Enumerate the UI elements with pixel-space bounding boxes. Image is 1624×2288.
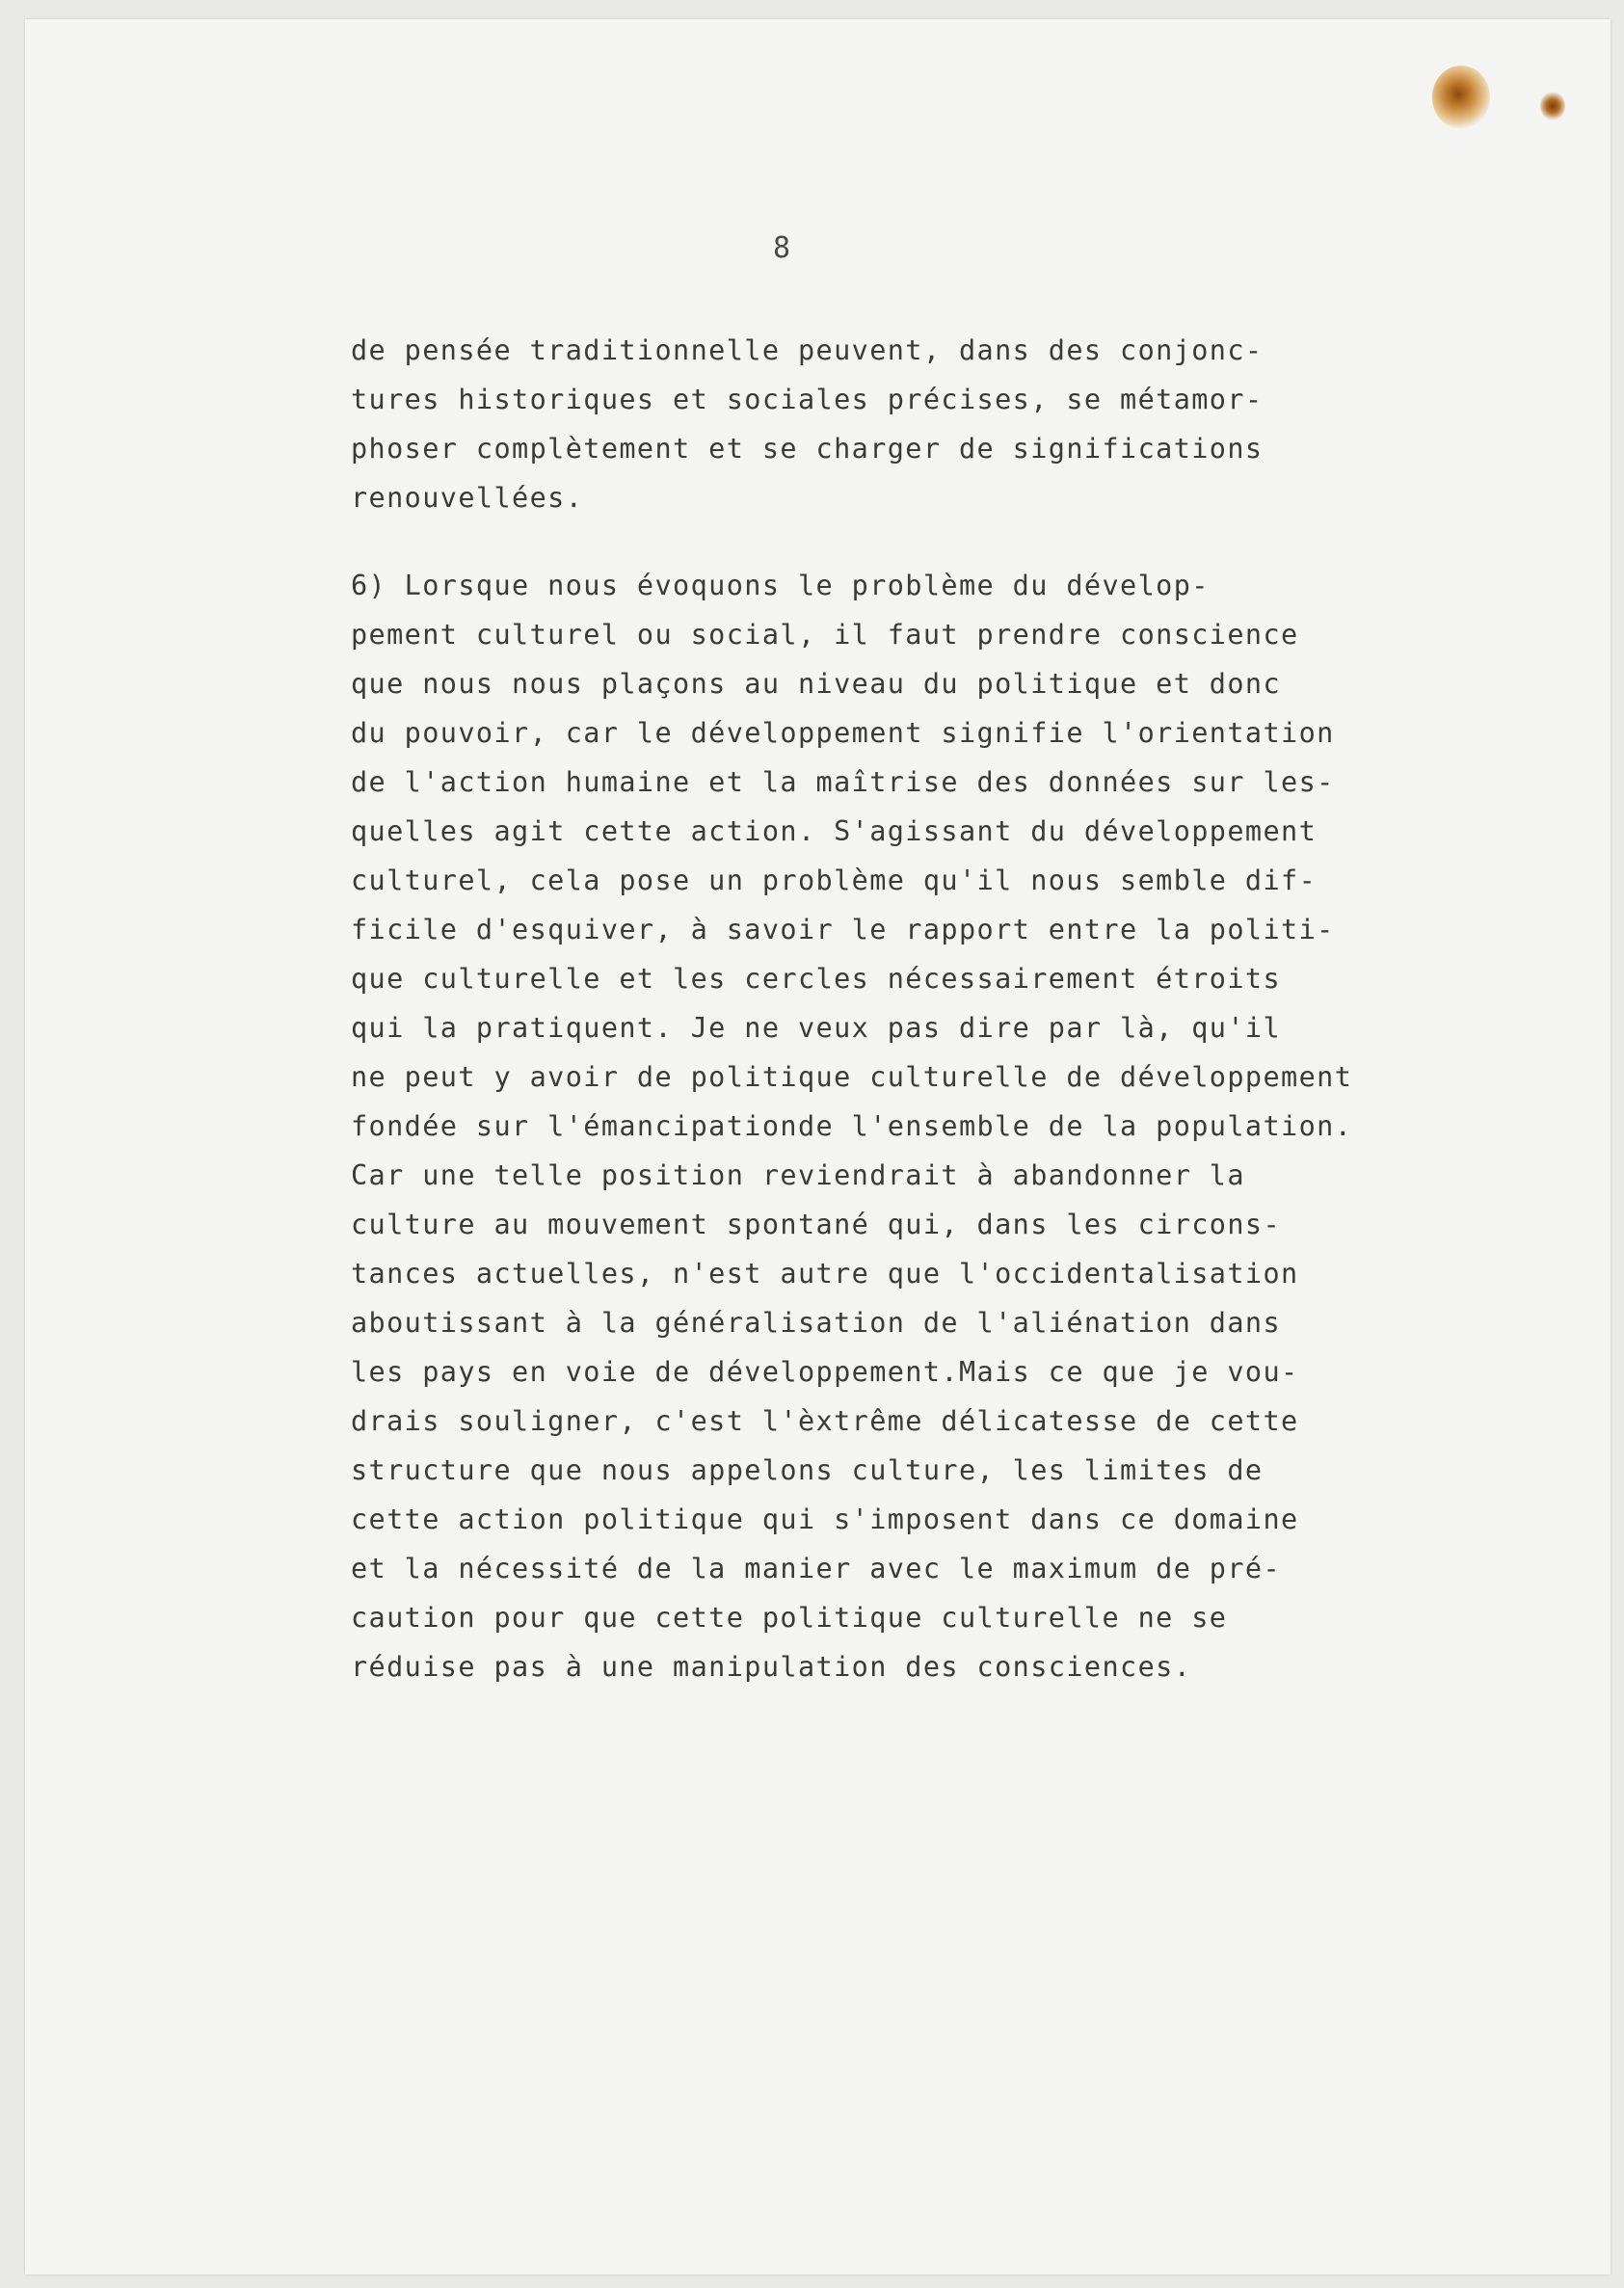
text-line: aboutissant à la généralisation de l'aliénation dans xyxy=(351,1307,1282,1339)
text-line: culturel, cela pose un problème qu'il nous semble dif- xyxy=(351,865,1318,896)
text-line: culture au mouvement spontané qui, dans les circons- xyxy=(351,1209,1282,1240)
paragraph-1 xyxy=(351,326,1507,522)
text-line: qui la pratiquent. Je ne veux pas dire par là, qu'il xyxy=(351,1012,1282,1044)
page-number: 8 xyxy=(773,231,791,265)
text-line: tances actuelles, n'est autre que l'occidentalisation xyxy=(351,1258,1299,1290)
text-line: structure que nous appelons culture, les limites de xyxy=(351,1454,1264,1486)
text-line: du pouvoir, car le développement signifie l'orientation xyxy=(351,717,1335,749)
body-text xyxy=(351,326,1507,1691)
text-line: renouvellées. xyxy=(351,482,584,514)
document-page xyxy=(25,19,1611,2275)
text-line: les pays en voie de développement.Mais ce que je vou- xyxy=(351,1356,1299,1388)
text-line: pement culturel ou social, il faut prendre conscience xyxy=(351,619,1299,651)
text-line: 6) Lorsque nous évoquons le problème du dévelop- xyxy=(351,570,1210,601)
text-line: de l'action humaine et la maîtrise des données sur les- xyxy=(351,766,1335,798)
text-line: cette action politique qui s'imposent dans ce domaine xyxy=(351,1503,1299,1535)
text-line: réduise pas à une manipulation des consciences. xyxy=(351,1651,1192,1683)
paragraph-gap xyxy=(351,522,1507,561)
rust-stain-small xyxy=(1540,92,1565,120)
text-line: fondée sur l'émancipationde l'ensemble de la population. xyxy=(351,1110,1353,1142)
text-line: drais souligner, c'est l'èxtrême délicatesse de cette xyxy=(351,1405,1299,1437)
rust-stain xyxy=(1432,66,1490,129)
text-line: ficile d'esquiver, à savoir le rapport entre la politi- xyxy=(351,914,1335,945)
text-line: Car une telle position reviendrait à abandonner la xyxy=(351,1159,1245,1191)
text-line: et la nécessité de la manier avec le maximum de pré- xyxy=(351,1553,1282,1584)
text-line: que nous nous plaçons au niveau du politique et donc xyxy=(351,668,1282,700)
text-line: que culturelle et les cercles nécessairement étroits xyxy=(351,963,1282,995)
text-line: ne peut y avoir de politique culturelle de développement xyxy=(351,1061,1353,1093)
text-line: tures historiques et sociales précises, se métamor- xyxy=(351,384,1264,415)
text-line: caution pour que cette politique culturelle ne se xyxy=(351,1602,1228,1634)
text-line: phoser complètement et se charger de significations xyxy=(351,433,1264,465)
text-line: quelles agit cette action. S'agissant du développement xyxy=(351,815,1318,847)
paragraph-2 xyxy=(351,561,1507,1691)
text-line: de pensée traditionnelle peuvent, dans des conjonc- xyxy=(351,334,1264,366)
